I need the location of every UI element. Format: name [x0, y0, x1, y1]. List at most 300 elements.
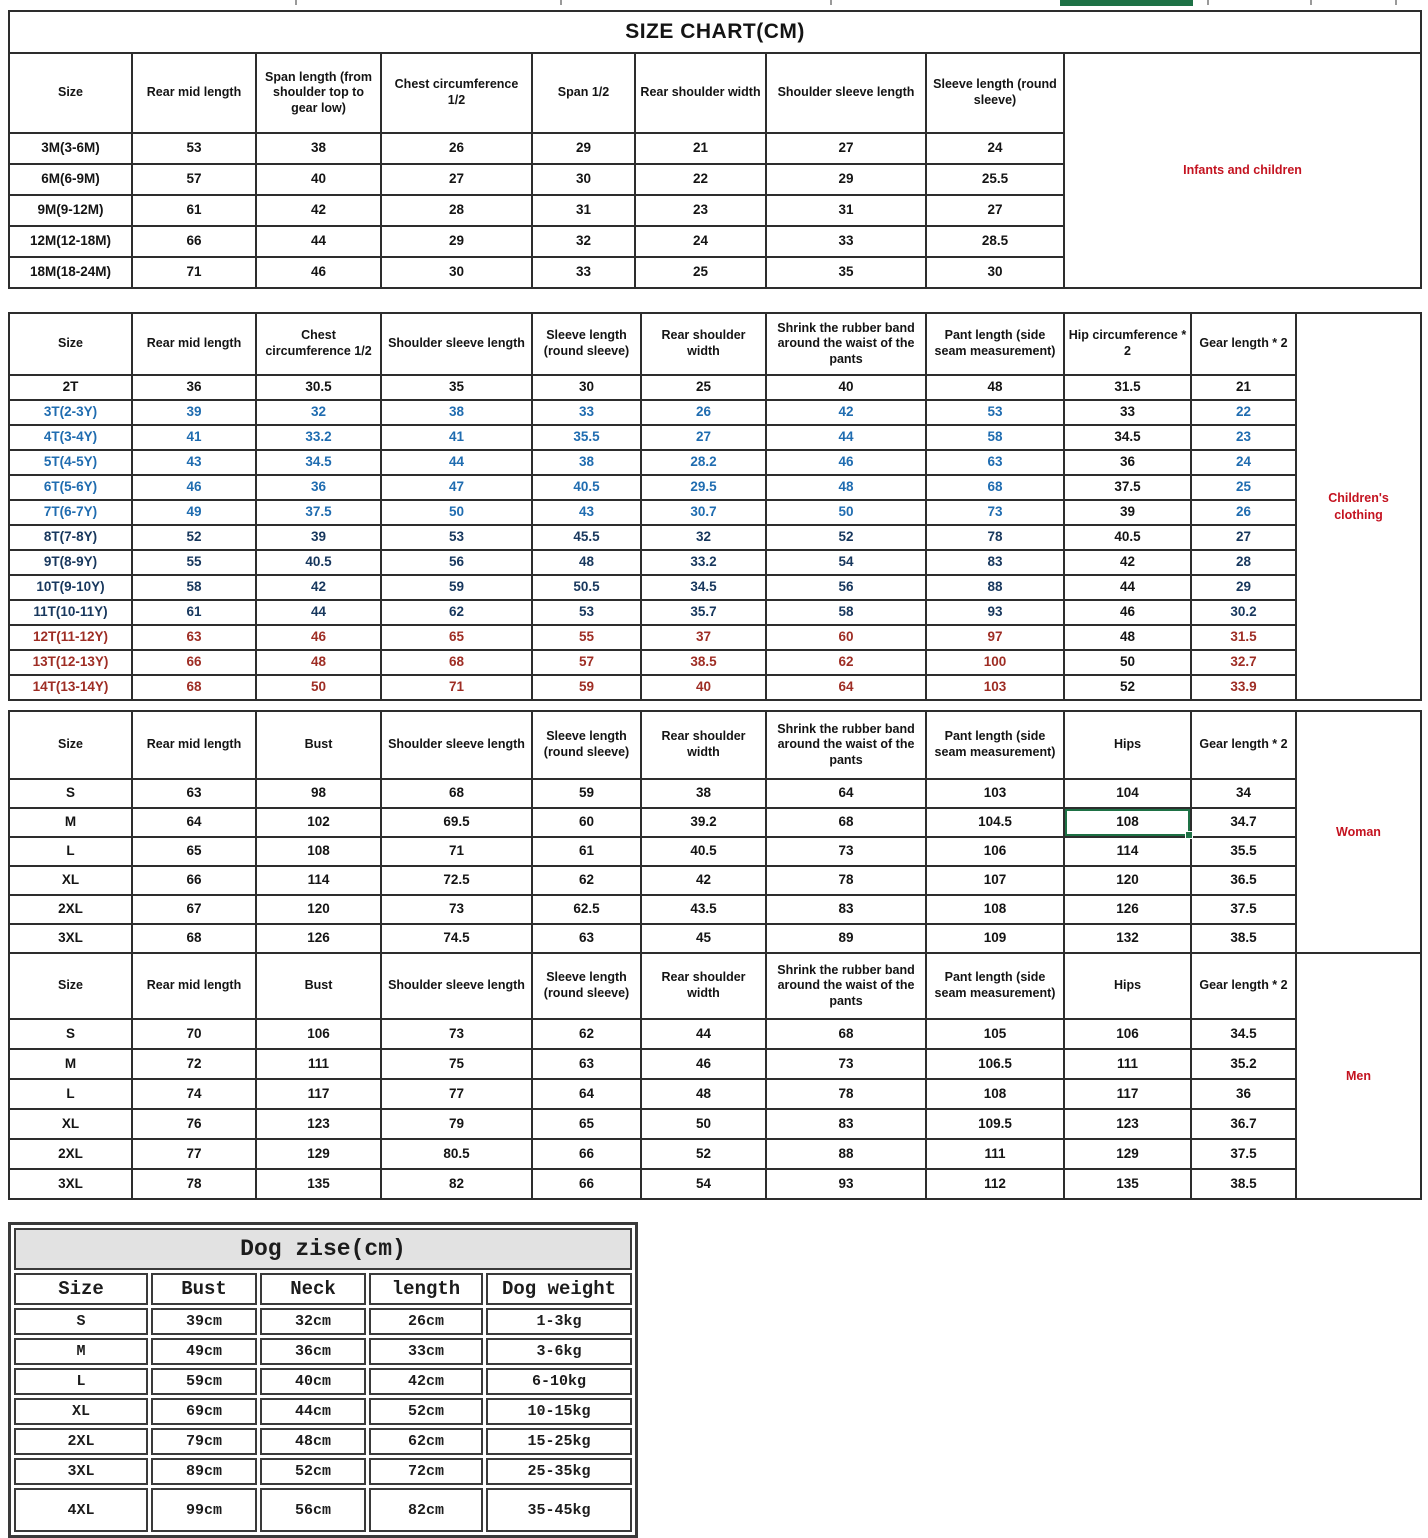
group-label: Infants and children	[1064, 53, 1421, 288]
cell: 132	[1064, 924, 1191, 953]
cell: 57	[132, 164, 256, 195]
cell: 30	[532, 164, 635, 195]
cell: 41	[132, 425, 256, 450]
cell: 34	[1191, 779, 1296, 808]
cell: 65	[132, 837, 256, 866]
cell: 47	[381, 475, 532, 500]
cell: 46	[132, 475, 256, 500]
cell: 52	[1064, 675, 1191, 700]
column-header: Size	[9, 953, 132, 1019]
cell: 66	[132, 226, 256, 257]
children-size-table	[8, 312, 1422, 701]
dog-size-table	[8, 1222, 638, 1538]
cell: 32	[641, 525, 766, 550]
cell: 33.2	[641, 550, 766, 575]
column-header: Rear mid length	[132, 313, 256, 375]
cell: 105	[926, 1019, 1064, 1049]
cell: 33cm	[369, 1338, 483, 1365]
cell: 48	[766, 475, 926, 500]
cell: 126	[1064, 895, 1191, 924]
cell: 64	[132, 808, 256, 837]
column-header: Bust	[256, 711, 381, 779]
cell: 73	[766, 1049, 926, 1079]
cell: 61	[132, 195, 256, 226]
column-header: Sleeve length (round sleeve)	[532, 313, 641, 375]
cell: 62	[532, 866, 641, 895]
cell: 52	[766, 525, 926, 550]
cell: 109	[926, 924, 1064, 953]
cell: 29	[1191, 575, 1296, 600]
cell: 106.5	[926, 1049, 1064, 1079]
cell: 2XL	[9, 895, 132, 924]
cell: 15-25kg	[486, 1428, 632, 1455]
cell: M	[9, 808, 132, 837]
cell: 52	[641, 1139, 766, 1169]
cell: 37.5	[1191, 1139, 1296, 1169]
cell: 33	[532, 400, 641, 425]
cell: 46	[256, 625, 381, 650]
cell: 6-10kg	[486, 1368, 632, 1395]
cell: 21	[1191, 375, 1296, 400]
cell: 60	[532, 808, 641, 837]
cell: 27	[381, 164, 532, 195]
cell: 111	[926, 1139, 1064, 1169]
column-header: Size	[9, 53, 132, 133]
cell: 83	[766, 895, 926, 924]
cell: 46	[766, 450, 926, 475]
cell: 24	[635, 226, 766, 257]
cell: 38.5	[641, 650, 766, 675]
cell: 59	[381, 575, 532, 600]
cell: 18M(18-24M)	[9, 257, 132, 288]
cell: XL	[9, 866, 132, 895]
cell: 108	[256, 837, 381, 866]
cell: 36	[256, 475, 381, 500]
cell: 79cm	[151, 1428, 257, 1455]
cell: 5T(4-5Y)	[9, 450, 132, 475]
cell: 69.5	[381, 808, 532, 837]
cell: 107	[926, 866, 1064, 895]
cell: 12T(11-12Y)	[9, 625, 132, 650]
cell: 83	[926, 550, 1064, 575]
cell: 63	[532, 924, 641, 953]
cell: 52cm	[260, 1458, 366, 1485]
cell: 62.5	[532, 895, 641, 924]
cell: 23	[1191, 425, 1296, 450]
cell: 64	[766, 779, 926, 808]
cell: 50	[766, 500, 926, 525]
cell: 29	[381, 226, 532, 257]
cell: 4XL	[14, 1488, 148, 1532]
cell: 28.2	[641, 450, 766, 475]
cell: 14T(13-14Y)	[9, 675, 132, 700]
cell: 42	[256, 575, 381, 600]
cell: 64	[532, 1079, 641, 1109]
cell: 33.2	[256, 425, 381, 450]
cell: 89cm	[151, 1458, 257, 1485]
cell: 39.2	[641, 808, 766, 837]
cell: L	[14, 1368, 148, 1395]
cell: 80.5	[381, 1139, 532, 1169]
column-header: Span length (from shoulder top to gear low)	[256, 53, 381, 133]
cell: 43.5	[641, 895, 766, 924]
cell: 3M(3-6M)	[9, 133, 132, 164]
cell: S	[14, 1308, 148, 1335]
cell: 60	[766, 625, 926, 650]
cell: 36cm	[260, 1338, 366, 1365]
cell: 34.5	[256, 450, 381, 475]
cell: 34.5	[1064, 425, 1191, 450]
cell: 34.5	[641, 575, 766, 600]
cell: 106	[256, 1019, 381, 1049]
cell: 27	[641, 425, 766, 450]
cell: 34.7	[1191, 808, 1296, 837]
cell: 102	[256, 808, 381, 837]
column-header: Sleeve length (round sleeve)	[926, 53, 1064, 133]
woman-size-table	[8, 710, 1422, 954]
cell: 78	[766, 866, 926, 895]
cell: 64	[766, 675, 926, 700]
cell: L	[9, 1079, 132, 1109]
cell: 40.5	[1064, 525, 1191, 550]
column-header: Chest circumference 1/2	[256, 313, 381, 375]
cell: 2T	[9, 375, 132, 400]
cell: 10-15kg	[486, 1398, 632, 1425]
column-header: Shoulder sleeve length	[381, 711, 532, 779]
cell: 44	[256, 226, 381, 257]
column-header: Rear shoulder width	[641, 953, 766, 1019]
cell: 26	[641, 400, 766, 425]
cell: 56	[381, 550, 532, 575]
cell: 9M(9-12M)	[9, 195, 132, 226]
cell: 28.5	[926, 226, 1064, 257]
cell: 46	[256, 257, 381, 288]
cell: 23	[635, 195, 766, 226]
cell: 103	[926, 675, 1064, 700]
table-title: Dog zise(cm)	[14, 1228, 632, 1270]
column-header: Shrink the rubber band around the waist of the pants	[766, 313, 926, 375]
cell: 123	[256, 1109, 381, 1139]
cell: 63	[132, 779, 256, 808]
column-header: Pant length (side seam measurement)	[926, 711, 1064, 779]
cell: 59	[532, 675, 641, 700]
cell: 62	[532, 1019, 641, 1049]
cell: 48	[926, 375, 1064, 400]
cell: 48	[641, 1079, 766, 1109]
cell: 26cm	[369, 1308, 483, 1335]
cell: 22	[1191, 400, 1296, 425]
cell: 38	[532, 450, 641, 475]
cell: 73	[766, 837, 926, 866]
cell: 26	[1191, 500, 1296, 525]
cell: 25	[1191, 475, 1296, 500]
cell: 33.9	[1191, 675, 1296, 700]
cell: 117	[1064, 1079, 1191, 1109]
column-header: Rear shoulder width	[635, 53, 766, 133]
cell: 99cm	[151, 1488, 257, 1532]
cell: S	[9, 1019, 132, 1049]
cell: 7T(6-7Y)	[9, 500, 132, 525]
cell: 30.2	[1191, 600, 1296, 625]
cell: 33	[1064, 400, 1191, 425]
cell: 68	[381, 779, 532, 808]
cell: 30.7	[641, 500, 766, 525]
cell: 28	[381, 195, 532, 226]
cell: 2XL	[9, 1139, 132, 1169]
cell: 53	[132, 133, 256, 164]
cell: 3-6kg	[486, 1338, 632, 1365]
cell: 46	[641, 1049, 766, 1079]
cell: 40.5	[641, 837, 766, 866]
column-header: Rear mid length	[132, 953, 256, 1019]
cell: 108	[926, 895, 1064, 924]
cell: 38	[641, 779, 766, 808]
cell: 40	[256, 164, 381, 195]
cell: 135	[1064, 1169, 1191, 1199]
cell: 89	[766, 924, 926, 953]
cell: 25.5	[926, 164, 1064, 195]
cell: 36	[1191, 1079, 1296, 1109]
cell: 77	[381, 1079, 532, 1109]
cell: 106	[926, 837, 1064, 866]
group-label: Men	[1296, 953, 1421, 1199]
cell: 55	[132, 550, 256, 575]
cell: 35-45kg	[486, 1488, 632, 1532]
column-header: Bust	[256, 953, 381, 1019]
cell: 88	[766, 1139, 926, 1169]
cell: 57	[532, 650, 641, 675]
cell: 82cm	[369, 1488, 483, 1532]
cell: 31	[766, 195, 926, 226]
cell: 44	[766, 425, 926, 450]
cell: 42	[256, 195, 381, 226]
cell: 70	[132, 1019, 256, 1049]
cell: 53	[381, 525, 532, 550]
cell: 63	[532, 1049, 641, 1079]
cell: 50	[641, 1109, 766, 1139]
cell: 83	[766, 1109, 926, 1139]
cell: 108	[1064, 808, 1191, 837]
cell: 56	[766, 575, 926, 600]
cell: 52	[132, 525, 256, 550]
cell: 78	[926, 525, 1064, 550]
cell: 37.5	[1064, 475, 1191, 500]
cell: 35.5	[532, 425, 641, 450]
column-header: length	[369, 1273, 483, 1305]
column-header: Rear shoulder width	[641, 313, 766, 375]
cell: 44	[1064, 575, 1191, 600]
cell: 39cm	[151, 1308, 257, 1335]
cell: 48	[532, 550, 641, 575]
cell: 62cm	[369, 1428, 483, 1455]
grid-tick	[1207, 0, 1209, 5]
cell: 31	[532, 195, 635, 226]
cell: 68	[766, 1019, 926, 1049]
cell: 35	[381, 375, 532, 400]
cell: 61	[532, 837, 641, 866]
cell: 100	[926, 650, 1064, 675]
cell: 30	[381, 257, 532, 288]
cell: 82	[381, 1169, 532, 1199]
cell: 6M(6-9M)	[9, 164, 132, 195]
cell: 74.5	[381, 924, 532, 953]
column-header: Shrink the rubber band around the waist of the pants	[766, 711, 926, 779]
cell: 11T(10-11Y)	[9, 600, 132, 625]
cell: 106	[1064, 1019, 1191, 1049]
cell: 28	[1191, 550, 1296, 575]
cell: 35.7	[641, 600, 766, 625]
cell: 37.5	[256, 500, 381, 525]
cell: 29	[766, 164, 926, 195]
cell: 53	[926, 400, 1064, 425]
cell: 24	[1191, 450, 1296, 475]
table-title: SIZE CHART(CM)	[9, 11, 1421, 53]
cell: 3T(2-3Y)	[9, 400, 132, 425]
cell: 38.5	[1191, 1169, 1296, 1199]
column-header: Dog weight	[486, 1273, 632, 1305]
cell: 42	[766, 400, 926, 425]
cell: 78	[132, 1169, 256, 1199]
cell: 44	[641, 1019, 766, 1049]
cell: 65	[381, 625, 532, 650]
cell: 75	[381, 1049, 532, 1079]
cell: 88	[926, 575, 1064, 600]
cell: 24	[926, 133, 1064, 164]
cell: 126	[256, 924, 381, 953]
cell: 54	[766, 550, 926, 575]
cell: 53	[532, 600, 641, 625]
column-header: Gear length * 2	[1191, 711, 1296, 779]
cell: 36.7	[1191, 1109, 1296, 1139]
cell: 8T(7-8Y)	[9, 525, 132, 550]
cell: 62	[766, 650, 926, 675]
cell: 72cm	[369, 1458, 483, 1485]
cell: 78	[766, 1079, 926, 1109]
cell: 22	[635, 164, 766, 195]
cell: 58	[132, 575, 256, 600]
cell: 3XL	[9, 1169, 132, 1199]
cell: 36	[1064, 450, 1191, 475]
cell: 34.5	[1191, 1019, 1296, 1049]
cell: M	[14, 1338, 148, 1365]
cell: 9T(8-9Y)	[9, 550, 132, 575]
cell: 32cm	[260, 1308, 366, 1335]
column-header: Size	[9, 313, 132, 375]
cell: 40	[766, 375, 926, 400]
cell: 58	[926, 425, 1064, 450]
selection-handle	[1185, 831, 1193, 839]
cell: 4T(3-4Y)	[9, 425, 132, 450]
grid-tick	[830, 0, 832, 5]
grid-tick	[1395, 0, 1397, 5]
selected-column-indicator-bar	[1060, 0, 1193, 6]
column-header: Shoulder sleeve length	[766, 53, 926, 133]
cell: 38	[381, 400, 532, 425]
cell: 63	[926, 450, 1064, 475]
column-header: Bust	[151, 1273, 257, 1305]
cell: 79	[381, 1109, 532, 1139]
cell: 59cm	[151, 1368, 257, 1395]
cell: 31.5	[1064, 375, 1191, 400]
cell: 63	[132, 625, 256, 650]
cell: 42	[641, 866, 766, 895]
cell: 112	[926, 1169, 1064, 1199]
grid-tick	[1310, 0, 1312, 5]
cell: 135	[256, 1169, 381, 1199]
cell: 114	[256, 866, 381, 895]
cell: 39	[256, 525, 381, 550]
column-header: Pant length (side seam measurement)	[926, 953, 1064, 1019]
cell: 77	[132, 1139, 256, 1169]
column-header: Sleeve length (round sleeve)	[532, 953, 641, 1019]
cell: 103	[926, 779, 1064, 808]
column-header: Span 1/2	[532, 53, 635, 133]
cell: 10T(9-10Y)	[9, 575, 132, 600]
column-header: Sleeve length (round sleeve)	[532, 711, 641, 779]
column-header: Hips	[1064, 953, 1191, 1019]
cell: 76	[132, 1109, 256, 1139]
cell: 12M(12-18M)	[9, 226, 132, 257]
cell: 52cm	[369, 1398, 483, 1425]
men-size-table	[8, 952, 1422, 1200]
cell: 108	[926, 1079, 1064, 1109]
cell: 31.5	[1191, 625, 1296, 650]
cell: 27	[926, 195, 1064, 226]
cell: 42cm	[369, 1368, 483, 1395]
cell: M	[9, 1049, 132, 1079]
cell: 58	[766, 600, 926, 625]
cell: 44	[381, 450, 532, 475]
cell: 32	[532, 226, 635, 257]
cell: 68	[132, 675, 256, 700]
cell: 73	[381, 895, 532, 924]
column-header: Hips	[1064, 711, 1191, 779]
cell: 48cm	[260, 1428, 366, 1455]
cell: 59	[532, 779, 641, 808]
cell: 35	[766, 257, 926, 288]
cell: 33	[766, 226, 926, 257]
cell: 72.5	[381, 866, 532, 895]
cell: 44	[256, 600, 381, 625]
cell: 93	[926, 600, 1064, 625]
cell: 44cm	[260, 1398, 366, 1425]
cell: 41	[381, 425, 532, 450]
cell: 56cm	[260, 1488, 366, 1532]
cell: 66	[132, 650, 256, 675]
cell: 49	[132, 500, 256, 525]
cell: 93	[766, 1169, 926, 1199]
group-label: Woman	[1296, 711, 1421, 953]
cell: 30.5	[256, 375, 381, 400]
cell: 120	[1064, 866, 1191, 895]
cell: 37.5	[1191, 895, 1296, 924]
cell: L	[9, 837, 132, 866]
cell: 33	[532, 257, 635, 288]
cell: 25	[641, 375, 766, 400]
cell: 42	[1064, 550, 1191, 575]
cell: 50	[256, 675, 381, 700]
cell: 50	[381, 500, 532, 525]
cell: 2XL	[14, 1428, 148, 1455]
cell: 40	[641, 675, 766, 700]
cell: 40cm	[260, 1368, 366, 1395]
cell: XL	[9, 1109, 132, 1139]
cell: 29.5	[641, 475, 766, 500]
cell: 123	[1064, 1109, 1191, 1139]
column-header: Pant length (side seam measurement)	[926, 313, 1064, 375]
cell: 71	[381, 675, 532, 700]
column-header: Chest circumference 1/2	[381, 53, 532, 133]
